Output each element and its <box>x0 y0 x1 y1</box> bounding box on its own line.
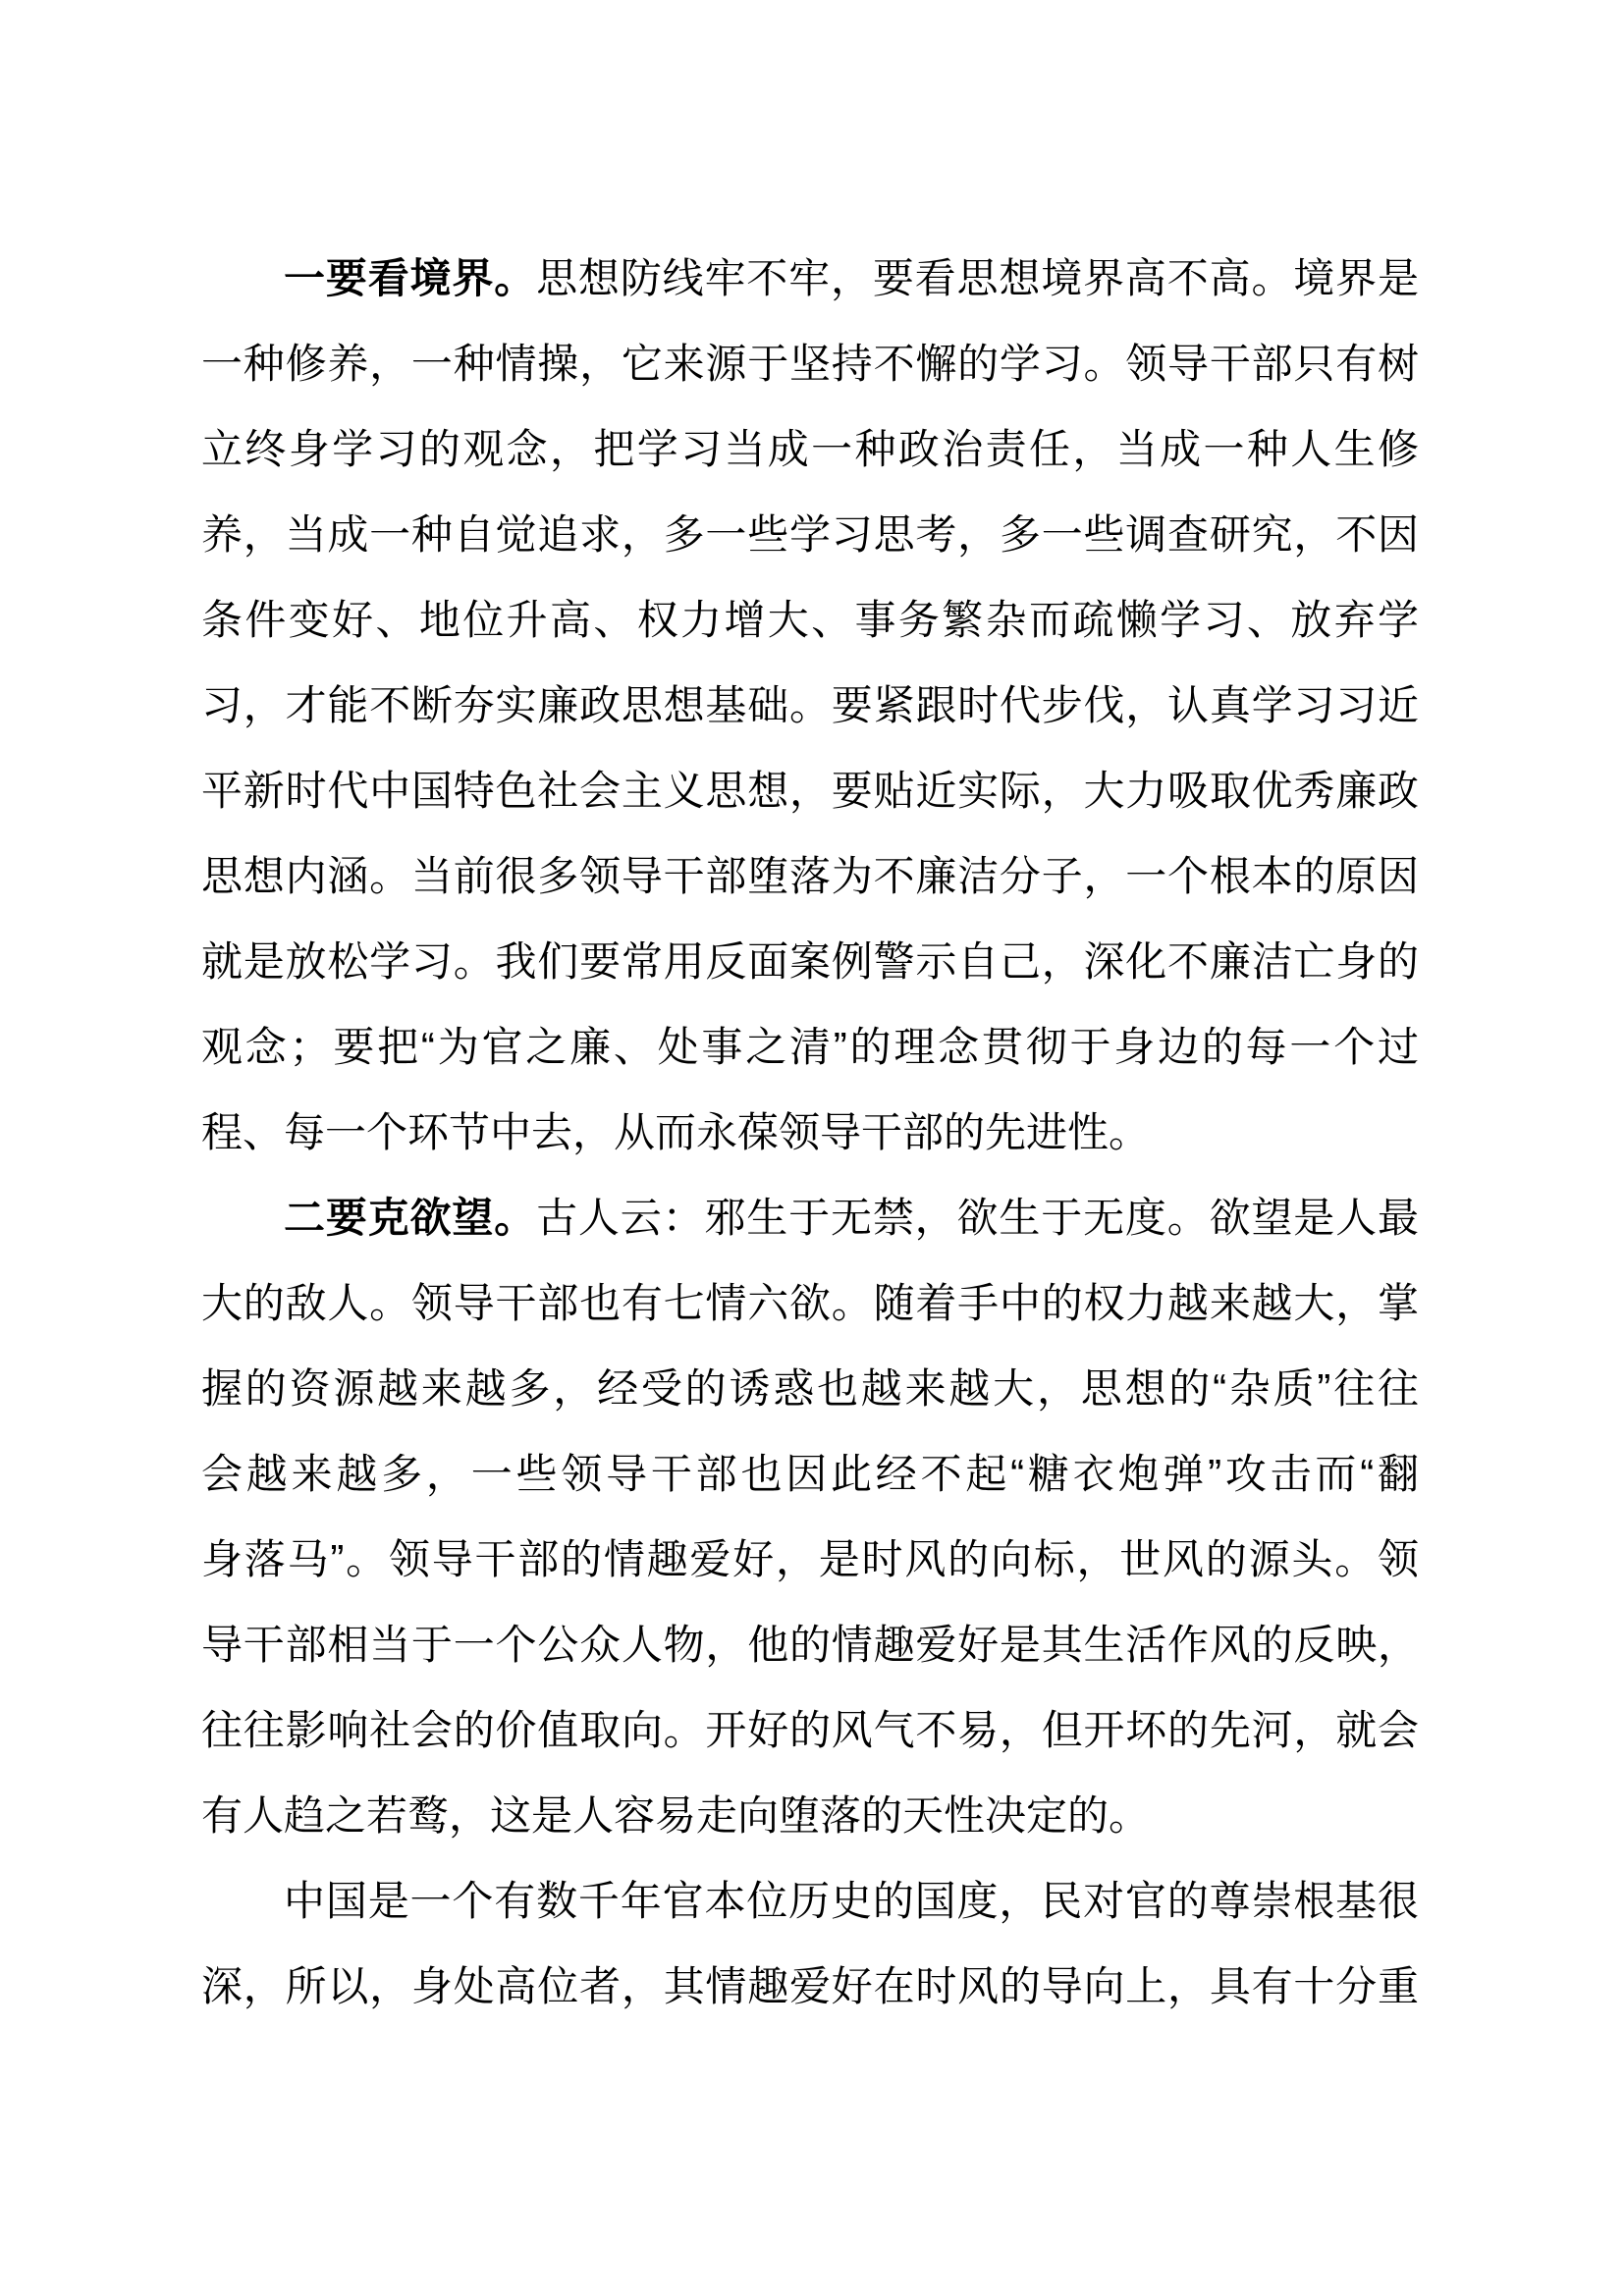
text-line <box>201 236 1419 321</box>
text-line <box>201 577 1419 663</box>
text-line <box>201 1260 1419 1346</box>
line-text: 思想防线牢不牢，要看思想境界高不高。境界是 <box>536 255 1419 301</box>
line-text: 养，当成一种自觉追求，多一些学习思考，多一些调查研究，不因 <box>201 511 1419 558</box>
line-text: 习，才能不断夯实廉政思想基础。要紧跟时代步伐，认真学习习近 <box>201 682 1419 728</box>
line-text: 深，所以，身处高位者，其情趣爱好在时风的导向上，具有十分重 <box>201 1963 1419 2009</box>
line-text: 中国是一个有数千年官本位历史的国度，民对官的尊崇根基很 <box>284 1878 1419 1924</box>
text-line <box>201 321 1419 406</box>
text-line <box>201 1944 1419 2029</box>
text-line <box>201 833 1419 919</box>
text-line <box>201 1175 1419 1260</box>
line-text: 古人云：邪生于无禁，欲生于无度。欲望是人最 <box>536 1195 1419 1241</box>
text-line <box>201 1687 1419 1773</box>
document-body <box>201 236 1419 2029</box>
text-line <box>201 492 1419 577</box>
line-text: 平新时代中国特色社会主义思想，要贴近实际，大力吸取优秀廉政 <box>201 768 1419 814</box>
line-text: 大的敌人。领导干部也有七情六欲。随着手中的权力越来越大，掌 <box>201 1280 1419 1326</box>
text-line <box>201 1090 1419 1175</box>
line-text: 一种修养，一种情操，它来源于坚持不懈的学习。领导干部只有树 <box>201 341 1419 387</box>
line-text: 思想内涵。当前很多领导干部堕落为不廉洁分子，一个根本的原因 <box>201 853 1419 899</box>
text-line <box>201 663 1419 748</box>
line-text: 条件变好、地位升高、权力增大、事务繁杂而疏懒学习、放弃学 <box>201 597 1419 643</box>
text-line <box>201 1004 1419 1090</box>
line-text: 程、每一个环节中去，从而永葆领导干部的先进性。 <box>201 1109 1151 1155</box>
line-text: 就是放松学习。我们要常用反面案例警示自己，深化不廉洁亡身的 <box>201 938 1419 985</box>
line-text: 握的资源越来越多，经受的诱惑也越来越大，思想的“杂质”往往 <box>201 1365 1419 1412</box>
text-line <box>201 1431 1419 1517</box>
text-line <box>201 748 1419 833</box>
text-line <box>201 1346 1419 1431</box>
line-text: 立终身学习的观念，把学习当成一种政治责任，当成一种人生修 <box>201 426 1419 472</box>
line-text: 有人趋之若鹜，这是人容易走向堕落的天性决定的。 <box>201 1792 1151 1839</box>
text-line <box>201 1517 1419 1602</box>
text-line <box>201 1773 1419 1858</box>
line-text: 会越来越多，一些领导干部也因此经不起“糖衣炮弹”攻击而“翻 <box>201 1451 1419 1497</box>
paragraph-lead: 二要克欲望。 <box>284 1195 537 1241</box>
line-text: 导干部相当于一个公众人物，他的情趣爱好是其生活作风的反映， <box>201 1622 1419 1668</box>
text-line <box>201 919 1419 1004</box>
text-line <box>201 1858 1419 1944</box>
text-line <box>201 406 1419 492</box>
line-text: 观念；要把“为官之廉、处事之清”的理念贯彻于身边的每一个过 <box>201 1024 1419 1070</box>
line-text: 往往影响社会的价值取向。开好的风气不易，但开坏的先河，就会 <box>201 1707 1419 1753</box>
text-line <box>201 1602 1419 1687</box>
paragraph-lead: 一要看境界。 <box>284 255 537 301</box>
line-text: 身落马”。领导干部的情趣爱好，是时风的向标，世风的源头。领 <box>201 1536 1419 1582</box>
